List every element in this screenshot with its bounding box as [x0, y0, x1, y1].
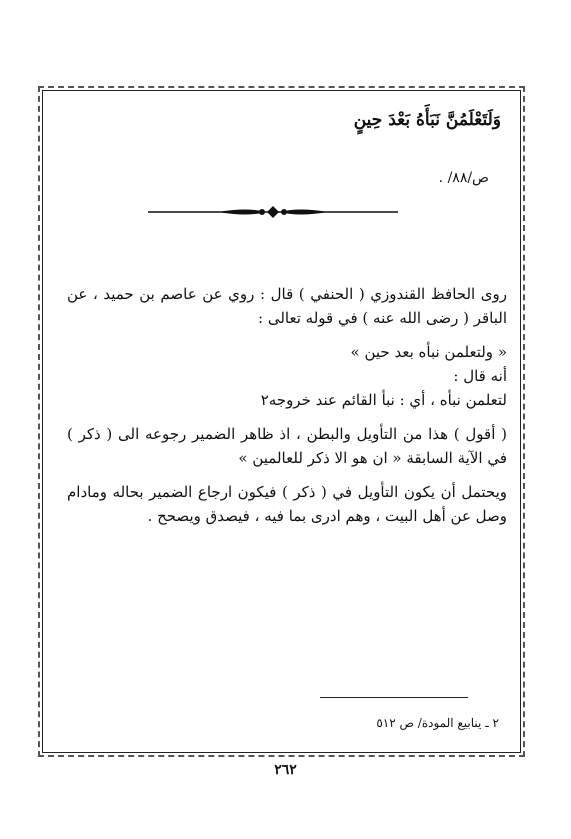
page-reference: ص/٨٨/ . [438, 170, 489, 186]
paragraph-quote: « ولتعلمن نبأه بعد حين » [350, 343, 507, 361]
paragraph-comment: ( أقول ) هذا من التأويل والبطن ، اذ ظاهر الضمير رجوعه الى ( ذكر ) في الآية السابقة « ان هو الا ذكر للعالمين » [67, 425, 507, 467]
paragraph-said: أنه قال : [453, 367, 507, 385]
body-text [67, 282, 507, 528]
page-number: ٢٦٢ [274, 762, 297, 778]
footnote-rule [320, 697, 468, 698]
divider-ornament [148, 204, 398, 220]
paragraph-possibility: ويحتمل أن يكون التأويل في ( ذكر ) فيكون ارجاع الضمير بحاله ومادام وصل عن أهل البيت ، وهم ادرى بما فيه ، فيصدق ويصحح . [67, 483, 507, 525]
paragraph-meaning: لتعلمن نبأه ، أي : نبأ القائم عند خروجه٢ [260, 391, 507, 409]
footnote: ٢ ـ ينابيع المودة/ ص ٥١٢ [376, 716, 499, 730]
paragraph-narration: روى الحافظ القندوزي ( الحنفي ) قال : روي عن عاصم بن حميد ، عن الباقر ( رضى الله عنه ) في قوله تعالى : [67, 285, 507, 327]
quran-verse-heading: وَلَتَعْلَمُنَّ نَبَأَهُ بَعْدَ حِينٍ [353, 110, 501, 130]
